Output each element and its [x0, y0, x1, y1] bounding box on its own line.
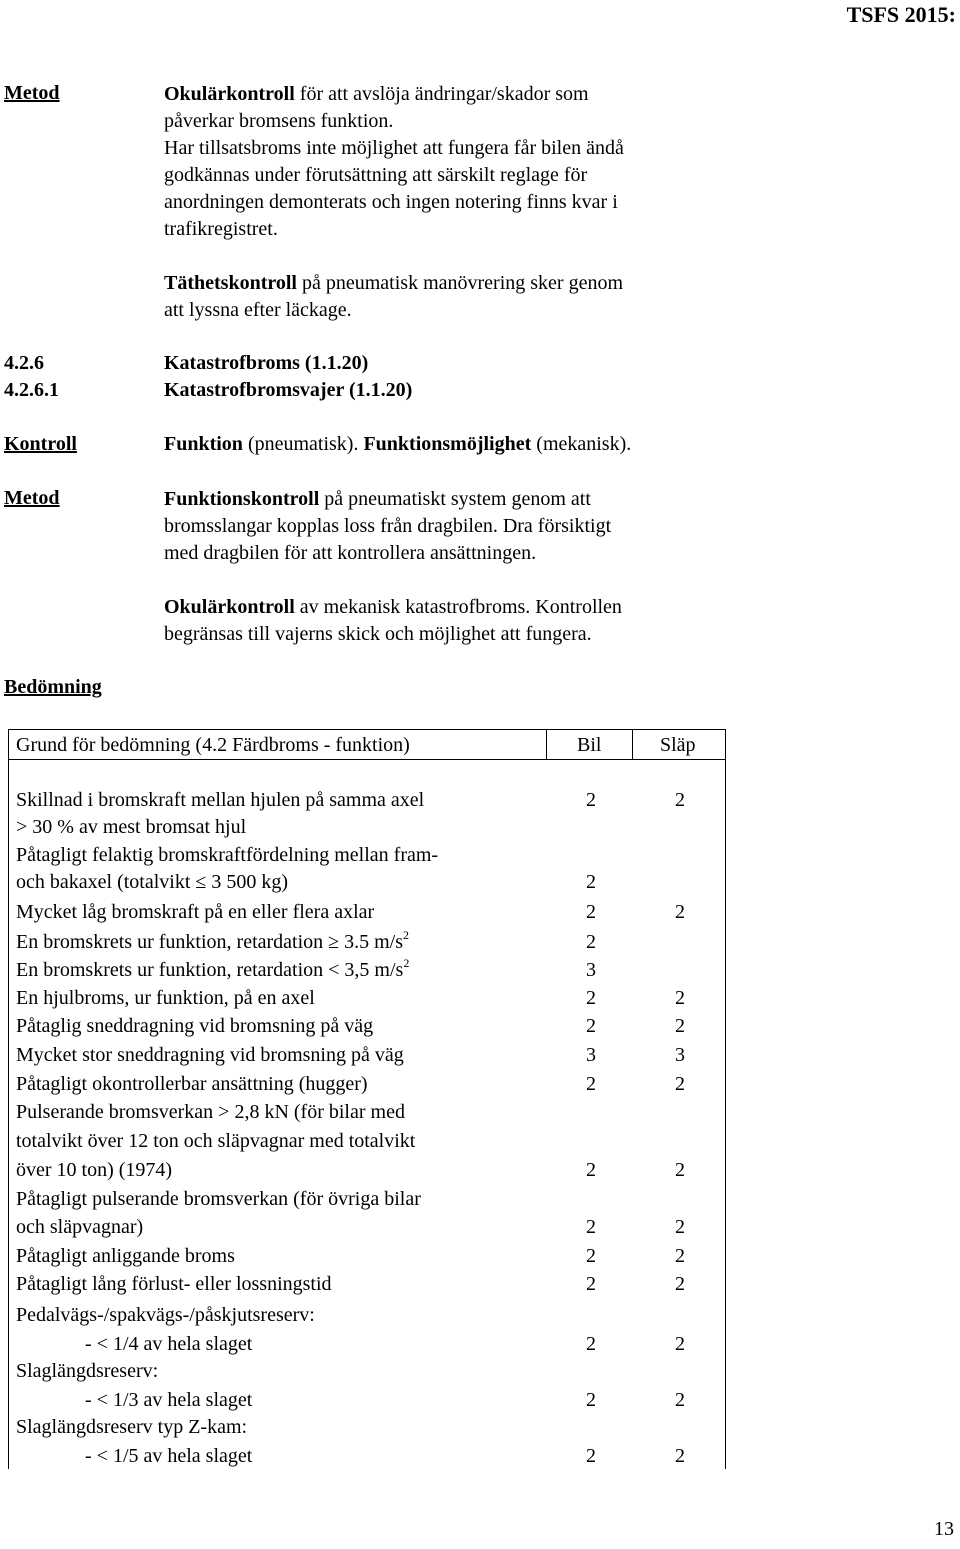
section-title-katastrofbromsvajer: Katastrofbromsvajer (1.1.20) — [164, 379, 413, 401]
table-cell-bil: 2 — [586, 1273, 596, 1295]
table-cell-slap: 2 — [675, 987, 685, 1009]
table-right-border — [725, 729, 726, 1469]
text-line: begränsas till vajerns skick och möjlighet att fungera. — [164, 623, 592, 645]
table-cell-text: Påtaglig sneddragning vid bromsning på väg — [16, 1015, 374, 1037]
text-line: bromsslangar kopplas loss från dragbilen. Dra försiktigt — [164, 515, 612, 537]
table-cell-text: Påtagligt anliggande broms — [16, 1245, 235, 1267]
metod-label-1: Metod — [4, 82, 60, 104]
table-cell-bil: 2 — [586, 1245, 596, 1267]
table-left-border — [8, 729, 9, 1469]
table-cell-text: Påtagligt okontrollerbar ansättning (hugger) — [16, 1073, 368, 1095]
table-cell-bil: 2 — [586, 1159, 596, 1181]
table-cell-bil: 2 — [586, 901, 596, 923]
text-line: Okulärkontroll av mekanisk katastrofbroms. Kontrollen — [164, 596, 622, 618]
table-cell-text: totalvikt över 12 ton och släpvagnar med totalvikt — [16, 1130, 416, 1152]
table-header-bil: Bil — [577, 734, 602, 756]
table-cell-slap: 2 — [675, 1273, 685, 1295]
table-cell-bil: 2 — [586, 789, 596, 811]
table-cell-text: Påtagligt lång förlust- eller lossningstid — [16, 1273, 332, 1295]
table-cell-text: Pulserande bromsverkan > 2,8 kN (för bilar med — [16, 1101, 405, 1123]
table-cell-text: och släpvagnar) — [16, 1216, 144, 1238]
table-cell-bil: 2 — [586, 1333, 596, 1355]
table-cell-text: Mycket låg bromskraft på en eller flera axlar — [16, 901, 375, 923]
table-cell-text: En bromskrets ur funktion, retardation ≥ 3.5 $m/s^2$ — [16, 928, 410, 953]
table-cell-slap: 2 — [675, 1159, 685, 1181]
table-cell-text: över 10 ton) (1974) — [16, 1159, 173, 1181]
text-line: påverkar bromsens funktion. — [164, 110, 394, 132]
table-col-divider-2 — [632, 729, 633, 760]
table-cell-text: Påtagligt felaktig bromskraftfördelning mellan fram- — [16, 844, 439, 866]
text-line: anordningen demonterats och ingen notering finns kvar i — [164, 191, 618, 213]
text-line: Täthetskontroll på pneumatisk manövrering sker genom — [164, 272, 624, 294]
table-cell-text: - < 1/5 av hela slaget — [85, 1445, 253, 1467]
table-cell-text: - < 1/3 av hela slaget — [85, 1389, 253, 1411]
table-cell-text: Pedalvägs-/spakvägs-/påskjutsreserv: — [16, 1304, 315, 1326]
table-header-slap: Släp — [660, 734, 696, 756]
document-header: TSFS 2015: — [846, 2, 956, 27]
table-cell-text: Skillnad i bromskraft mellan hjulen på samma axel — [16, 789, 425, 811]
table-cell-text: - < 1/4 av hela slaget — [85, 1333, 253, 1355]
table-cell-text: En hjulbroms, ur funktion, på en axel — [16, 987, 315, 1009]
table-cell-slap: 2 — [675, 1015, 685, 1037]
kontroll-text: Funktion (pneumatisk). Funktionsmöjlighet (mekanisk). — [164, 433, 632, 455]
table-cell-text: Påtagligt pulserande bromsverkan (för övriga bilar — [16, 1188, 421, 1210]
metod1-paragraph-1 — [164, 81, 624, 243]
table-cell-text: Slaglängdsreserv typ Z-kam: — [16, 1416, 248, 1438]
table-cell-text: En bromskrets ur funktion, retardation < 3,5 $m/s^2$ — [16, 956, 410, 981]
metod1-paragraph-2 — [164, 270, 623, 324]
table-cell-bil: 2 — [586, 871, 596, 893]
page-number: 13 — [934, 1518, 954, 1540]
table-cell-bil: 2 — [586, 931, 596, 953]
text-line: Funktionskontroll på pneumatiskt system genom att — [164, 488, 591, 510]
table-cell-bil: 2 — [586, 1216, 596, 1238]
text-line: trafikregistret. — [164, 218, 278, 240]
table-top-border — [8, 729, 726, 730]
table-cell-bil: 2 — [586, 1015, 596, 1037]
metod2-paragraph-1 — [164, 486, 611, 567]
text-line: Har tillsatsbroms inte möjlighet att fungera får bilen ändå — [164, 137, 624, 159]
bedomning-label: Bedömning — [4, 676, 102, 698]
metod2-paragraph-2 — [164, 594, 622, 648]
text-line: att lyssna efter läckage. — [164, 299, 352, 321]
text-line: godkännas under förutsättning att särskilt reglage för — [164, 164, 588, 186]
table-cell-slap: 2 — [675, 1245, 685, 1267]
metod-label-2: Metod — [4, 487, 60, 509]
table-cell-slap: 2 — [675, 1073, 685, 1095]
table-header-basis: Grund för bedömning (4.2 Färdbroms - funktion) — [16, 734, 410, 756]
table-cell-slap: 2 — [675, 1445, 685, 1467]
table-cell-text: > 30 % av mest bromsat hjul — [16, 816, 247, 838]
table-cell-bil: 2 — [586, 1389, 596, 1411]
table-cell-text: och bakaxel (totalvikt ≤ 3 500 kg) — [16, 871, 289, 893]
table-col-divider-1 — [546, 729, 547, 760]
table-cell-slap: 2 — [675, 1333, 685, 1355]
table-cell-slap: 2 — [675, 1216, 685, 1238]
section-number-4-2-6: 4.2.6 — [4, 352, 44, 374]
table-cell-slap: 2 — [675, 1389, 685, 1411]
table-cell-bil: 3 — [586, 1044, 596, 1066]
kontroll-label: Kontroll — [4, 433, 77, 455]
table-cell-slap: 2 — [675, 789, 685, 811]
text-line: med dragbilen för att kontrollera ansättningen. — [164, 542, 537, 564]
section-title-katastrofbroms: Katastrofbroms (1.1.20) — [164, 352, 369, 374]
section-number-4-2-6-1: 4.2.6.1 — [4, 379, 59, 401]
table-cell-bil: 2 — [586, 1073, 596, 1095]
table-cell-slap: 2 — [675, 901, 685, 923]
table-cell-bil: 2 — [586, 1445, 596, 1467]
table-cell-bil: 2 — [586, 987, 596, 1009]
text-line: Okulärkontroll för att avslöja ändringar/skador som — [164, 83, 589, 105]
table-header-border — [8, 759, 726, 760]
table-cell-text: Slaglängdsreserv: — [16, 1360, 159, 1382]
table-cell-slap: 3 — [675, 1044, 685, 1066]
table-cell-text: Mycket stor sneddragning vid bromsning på väg — [16, 1044, 404, 1066]
table-cell-bil: 3 — [586, 959, 596, 981]
